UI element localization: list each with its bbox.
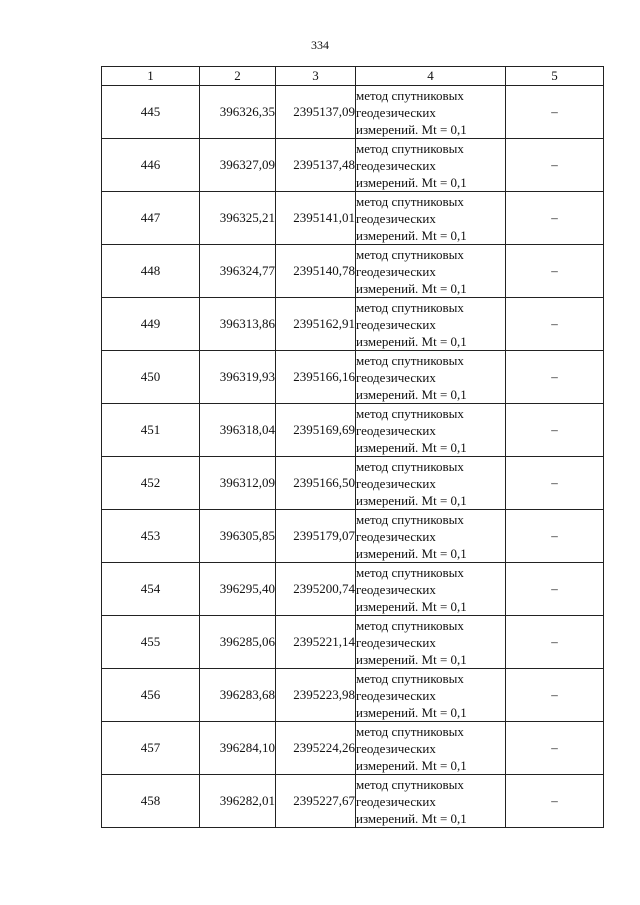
- method-line: метод спутниковых: [356, 87, 464, 103]
- note-cell: –: [506, 616, 604, 669]
- note-cell: –: [506, 510, 604, 563]
- method-line: измерений. Mt = 0,1: [356, 598, 467, 614]
- y-coordinate-cell: 2395227,67: [276, 775, 356, 828]
- method-line: измерений. Mt = 0,1: [356, 545, 467, 561]
- point-number-cell: 454: [102, 563, 200, 616]
- method-cell: [356, 722, 506, 775]
- table-row: [102, 192, 604, 245]
- table-row: [102, 669, 604, 722]
- y-coordinate-cell: 2395137,48: [276, 139, 356, 192]
- note-cell: –: [506, 298, 604, 351]
- x-coordinate-cell: 396284,10: [200, 722, 276, 775]
- y-coordinate-cell: 2395137,09: [276, 86, 356, 139]
- method-line: геодезических: [356, 263, 436, 279]
- point-number-cell: 458: [102, 775, 200, 828]
- x-coordinate-cell: 396327,09: [200, 139, 276, 192]
- method-cell: [356, 775, 506, 828]
- method-line: геодезических: [356, 581, 436, 597]
- x-coordinate-cell: 396319,93: [200, 351, 276, 404]
- y-coordinate-cell: 2395141,01: [276, 192, 356, 245]
- x-coordinate-cell: 396305,85: [200, 510, 276, 563]
- point-number-cell: 456: [102, 669, 200, 722]
- x-coordinate-cell: 396313,86: [200, 298, 276, 351]
- method-line: геодезических: [356, 157, 436, 173]
- table-header: [102, 67, 604, 86]
- note-cell: –: [506, 775, 604, 828]
- point-number-cell: 452: [102, 457, 200, 510]
- method-line: метод спутниковых: [356, 776, 464, 792]
- table-row: [102, 510, 604, 563]
- method-line: геодезических: [356, 475, 436, 491]
- method-line: измерений. Mt = 0,1: [356, 651, 467, 667]
- table-row: [102, 298, 604, 351]
- table-row: [102, 563, 604, 616]
- point-number-cell: 451: [102, 404, 200, 457]
- table-row: [102, 404, 604, 457]
- point-number-cell: 457: [102, 722, 200, 775]
- method-line: измерений. Mt = 0,1: [356, 810, 467, 826]
- note-cell: –: [506, 457, 604, 510]
- y-coordinate-cell: 2395166,50: [276, 457, 356, 510]
- method-line: метод спутниковых: [356, 193, 464, 209]
- method-line: измерений. Mt = 0,1: [356, 439, 467, 455]
- method-line: измерений. Mt = 0,1: [356, 333, 467, 349]
- method-line: метод спутниковых: [356, 352, 464, 368]
- method-line: метод спутниковых: [356, 405, 464, 421]
- method-line: метод спутниковых: [356, 458, 464, 474]
- note-cell: –: [506, 139, 604, 192]
- page-number: 334: [311, 38, 329, 52]
- method-cell: [356, 457, 506, 510]
- x-coordinate-cell: 396283,68: [200, 669, 276, 722]
- method-line: метод спутниковых: [356, 299, 464, 315]
- x-coordinate-cell: 396285,06: [200, 616, 276, 669]
- x-coordinate-cell: 396326,35: [200, 86, 276, 139]
- x-coordinate-cell: 396295,40: [200, 563, 276, 616]
- method-line: метод спутниковых: [356, 670, 464, 686]
- method-line: измерений. Mt = 0,1: [356, 704, 467, 720]
- method-cell: [356, 563, 506, 616]
- y-coordinate-cell: 2395162,91: [276, 298, 356, 351]
- x-coordinate-cell: 396325,21: [200, 192, 276, 245]
- note-cell: –: [506, 86, 604, 139]
- column-header-5: 5: [506, 67, 604, 86]
- method-cell: [356, 351, 506, 404]
- method-line: геодезических: [356, 316, 436, 332]
- method-line: метод спутниковых: [356, 564, 464, 580]
- method-line: геодезических: [356, 793, 436, 809]
- header-row: [102, 67, 604, 86]
- column-header-2: 2: [200, 67, 276, 86]
- x-coordinate-cell: 396312,09: [200, 457, 276, 510]
- note-cell: –: [506, 404, 604, 457]
- note-cell: –: [506, 669, 604, 722]
- method-cell: [356, 139, 506, 192]
- table-row: [102, 775, 604, 828]
- method-cell: [356, 616, 506, 669]
- point-number-cell: 455: [102, 616, 200, 669]
- method-line: геодезических: [356, 210, 436, 226]
- note-cell: –: [506, 563, 604, 616]
- table-row: [102, 86, 604, 139]
- method-line: геодезических: [356, 528, 436, 544]
- x-coordinate-cell: 396324,77: [200, 245, 276, 298]
- table-row: [102, 139, 604, 192]
- method-cell: [356, 86, 506, 139]
- method-line: измерений. Mt = 0,1: [356, 174, 467, 190]
- column-header-1: 1: [102, 67, 200, 86]
- point-number-cell: 446: [102, 139, 200, 192]
- x-coordinate-cell: 396282,01: [200, 775, 276, 828]
- method-cell: [356, 669, 506, 722]
- y-coordinate-cell: 2395224,26: [276, 722, 356, 775]
- method-line: метод спутниковых: [356, 723, 464, 739]
- point-number-cell: 453: [102, 510, 200, 563]
- method-line: геодезических: [356, 422, 436, 438]
- method-line: геодезических: [356, 634, 436, 650]
- method-line: геодезических: [356, 687, 436, 703]
- method-line: измерений. Mt = 0,1: [356, 492, 467, 508]
- table-row: [102, 722, 604, 775]
- method-line: метод спутниковых: [356, 617, 464, 633]
- method-cell: [356, 510, 506, 563]
- method-line: метод спутниковых: [356, 511, 464, 527]
- method-cell: [356, 404, 506, 457]
- y-coordinate-cell: 2395221,14: [276, 616, 356, 669]
- table-row: [102, 245, 604, 298]
- point-number-cell: 447: [102, 192, 200, 245]
- method-line: метод спутниковых: [356, 246, 464, 262]
- note-cell: –: [506, 245, 604, 298]
- x-coordinate-cell: 396318,04: [200, 404, 276, 457]
- note-cell: –: [506, 192, 604, 245]
- coordinates-table: [101, 66, 604, 828]
- y-coordinate-cell: 2395140,78: [276, 245, 356, 298]
- y-coordinate-cell: 2395200,74: [276, 563, 356, 616]
- column-header-4: 4: [356, 67, 506, 86]
- method-cell: [356, 192, 506, 245]
- note-cell: –: [506, 351, 604, 404]
- method-line: измерений. Mt = 0,1: [356, 280, 467, 296]
- method-line: измерений. Mt = 0,1: [356, 121, 467, 137]
- point-number-cell: 448: [102, 245, 200, 298]
- method-cell: [356, 245, 506, 298]
- y-coordinate-cell: 2395169,69: [276, 404, 356, 457]
- column-header-3: 3: [276, 67, 356, 86]
- point-number-cell: 449: [102, 298, 200, 351]
- method-line: геодезических: [356, 369, 436, 385]
- y-coordinate-cell: 2395179,07: [276, 510, 356, 563]
- method-line: измерений. Mt = 0,1: [356, 757, 467, 773]
- table-row: [102, 616, 604, 669]
- method-line: измерений. Mt = 0,1: [356, 386, 467, 402]
- method-line: геодезических: [356, 740, 436, 756]
- method-line: геодезических: [356, 104, 436, 120]
- y-coordinate-cell: 2395166,16: [276, 351, 356, 404]
- method-cell: [356, 298, 506, 351]
- point-number-cell: 450: [102, 351, 200, 404]
- method-line: измерений. Mt = 0,1: [356, 227, 467, 243]
- table-row: [102, 351, 604, 404]
- table-body: [102, 86, 604, 828]
- note-cell: –: [506, 722, 604, 775]
- method-line: метод спутниковых: [356, 140, 464, 156]
- point-number-cell: 445: [102, 86, 200, 139]
- y-coordinate-cell: 2395223,98: [276, 669, 356, 722]
- table-row: [102, 457, 604, 510]
